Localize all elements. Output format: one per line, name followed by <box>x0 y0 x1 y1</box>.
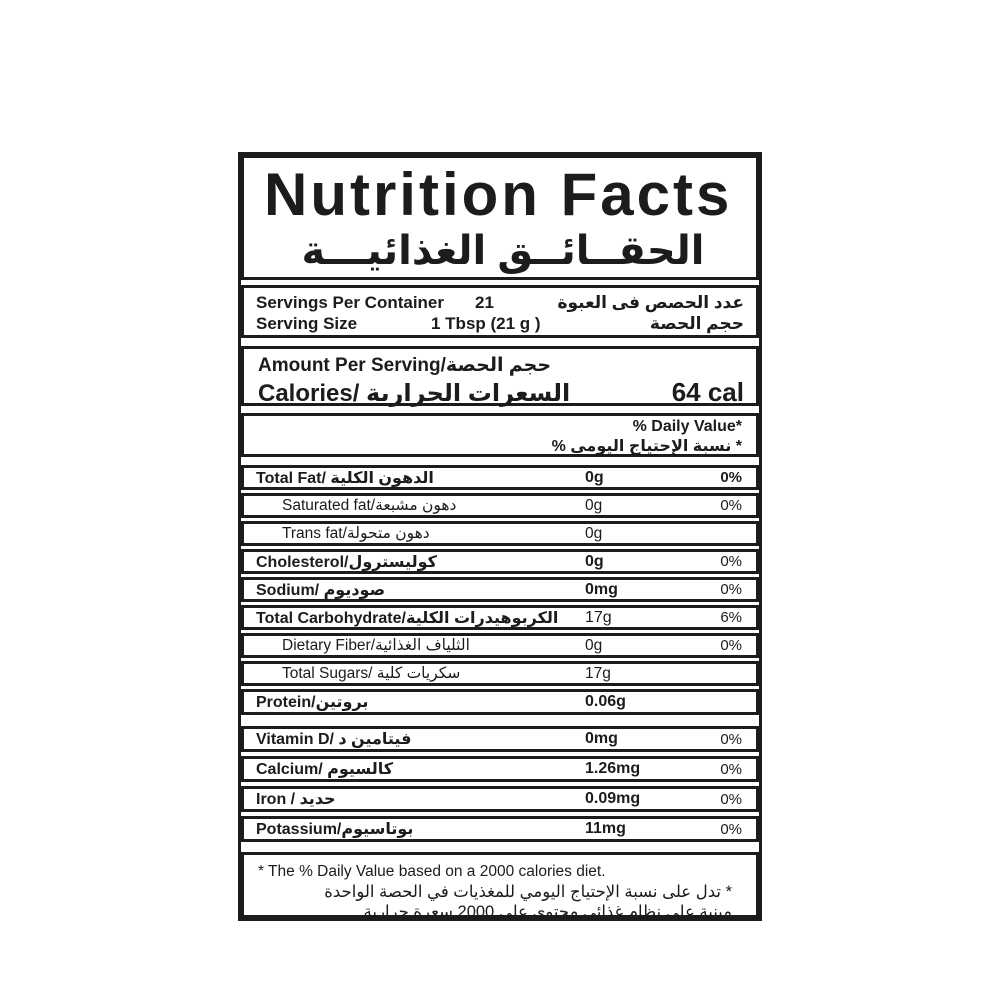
daily-value-header-box <box>241 413 759 457</box>
nutrient-row-cholesterol <box>241 549 759 574</box>
calories-label: Calories/ السعرات الحرارية <box>258 380 571 407</box>
nutrient-amount: 0.06g <box>585 693 626 710</box>
nutrient-percent: 0% <box>720 497 742 514</box>
title-box <box>241 155 759 280</box>
nutrient-amount: 0g <box>585 496 603 514</box>
calories-value: 64 cal <box>671 377 744 407</box>
servings-per-container-label-arabic: عدد الحصص فى العبوة <box>557 293 744 312</box>
nutrient-label: Saturated fat/دهون مشبعة <box>282 497 457 514</box>
nutrient-row-total-fat <box>241 465 759 490</box>
nutrition-facts-label <box>238 152 762 921</box>
amount-per-serving-box <box>241 346 759 406</box>
nutrient-percent: 0% <box>720 730 742 748</box>
nutrient-row-calcium <box>241 756 759 782</box>
nutrient-row-trans-fat <box>241 521 759 546</box>
nutrient-label: Potassium/بوتاسيوم <box>256 821 414 838</box>
nutrient-label: Vitamin D/ فيتامين د <box>256 731 412 748</box>
nutrient-row-sodium <box>241 577 759 602</box>
nutrient-row-potassium <box>241 816 759 842</box>
nutrient-row-iron <box>241 786 759 812</box>
nutrient-amount: 0g <box>585 468 604 486</box>
nutrient-amount: 11mg <box>585 820 626 837</box>
serving-size-label-arabic: حجم الحصة <box>649 314 744 333</box>
nutrient-amount: 0mg <box>585 580 618 598</box>
calories-row <box>258 377 744 409</box>
nutrient-percent: 0% <box>720 469 742 486</box>
nutrient-percent: 0% <box>720 637 742 654</box>
serving-size-value: 1 Tbsp (21 g ) <box>431 314 541 333</box>
nutrient-amount: 0g <box>585 636 603 654</box>
title-arabic: الحقــائــق الغذائيـــة <box>301 229 705 273</box>
nutrient-percent: 0% <box>720 790 742 808</box>
nutrient-amount: 0g <box>585 552 604 570</box>
nutrient-percent: 0% <box>720 553 742 570</box>
nutrient-label: Cholesterol/كوليسترول <box>256 553 437 571</box>
serving-size-row <box>256 313 744 334</box>
nutrient-amount: 1.26mg <box>585 760 641 777</box>
servings-per-container-row <box>256 292 744 313</box>
nutrient-label: Total Fat/ الدهون الكلية <box>256 469 434 487</box>
nutrient-row-vitamin-d <box>241 726 759 752</box>
servings-per-container-value: 21 <box>475 293 494 312</box>
nutrient-label: Total Sugars/ سكريات كلية <box>282 665 461 682</box>
title-english: Nutrition Facts <box>264 161 733 228</box>
nutrient-label: Trans fat/دهون متحولة <box>282 525 430 542</box>
daily-value-header-arabic: * نسبة الإحتياج اليومى % <box>551 438 742 455</box>
nutrient-row-total-sugars <box>241 661 759 686</box>
nutrient-label: Protein/بروتين <box>256 694 369 711</box>
nutrient-amount: 17g <box>585 664 611 682</box>
footnote-arabic-line2: مبنية على نظام غذائى محتوي على 2000 سعرة حرارية <box>363 903 732 921</box>
nutrient-amount: 0.09mg <box>585 790 641 807</box>
nutrient-percent: 0% <box>720 820 742 838</box>
nutrient-percent: 0% <box>720 760 742 778</box>
nutrient-row-protein <box>241 689 759 715</box>
footnote-box <box>241 852 759 921</box>
nutrient-row-total-carbohydrate <box>241 605 759 630</box>
amount-per-serving-line: Amount Per Serving/حجم الحصة <box>258 355 552 376</box>
footnote-arabic-line1: * تدل على نسبة الإحتياج اليومي للمغذيات في الحصة الواحدة <box>324 883 732 901</box>
nutrient-amount: 0mg <box>585 730 618 747</box>
nutrient-label: Calcium/ كالسيوم <box>256 761 394 778</box>
nutrient-label: Total Carbohydrate/الكربوهيدرات الكلية <box>256 609 559 627</box>
nutrient-label: Iron / حديد <box>256 791 336 808</box>
nutrient-amount: 0g <box>585 524 603 542</box>
nutrient-label: Dietary Fiber/الثلياف الغذائية <box>282 637 470 654</box>
nutrient-label: Sodium/ صوديوم <box>256 581 386 599</box>
footnote-english: * The % Daily Value based on a 2000 calories diet. <box>258 863 606 880</box>
servings-box <box>241 285 759 338</box>
serving-size-label: Serving Size <box>256 314 358 333</box>
nutrient-row-saturated-fat <box>241 493 759 518</box>
nutrient-row-dietary-fiber <box>241 633 759 658</box>
daily-value-header-english: % Daily Value* <box>632 418 742 435</box>
nutrient-percent: 0% <box>720 581 742 598</box>
nutrient-amount: 17g <box>585 608 612 626</box>
servings-per-container-label: Servings Per Container <box>256 293 445 312</box>
nutrient-percent: 6% <box>720 609 742 626</box>
